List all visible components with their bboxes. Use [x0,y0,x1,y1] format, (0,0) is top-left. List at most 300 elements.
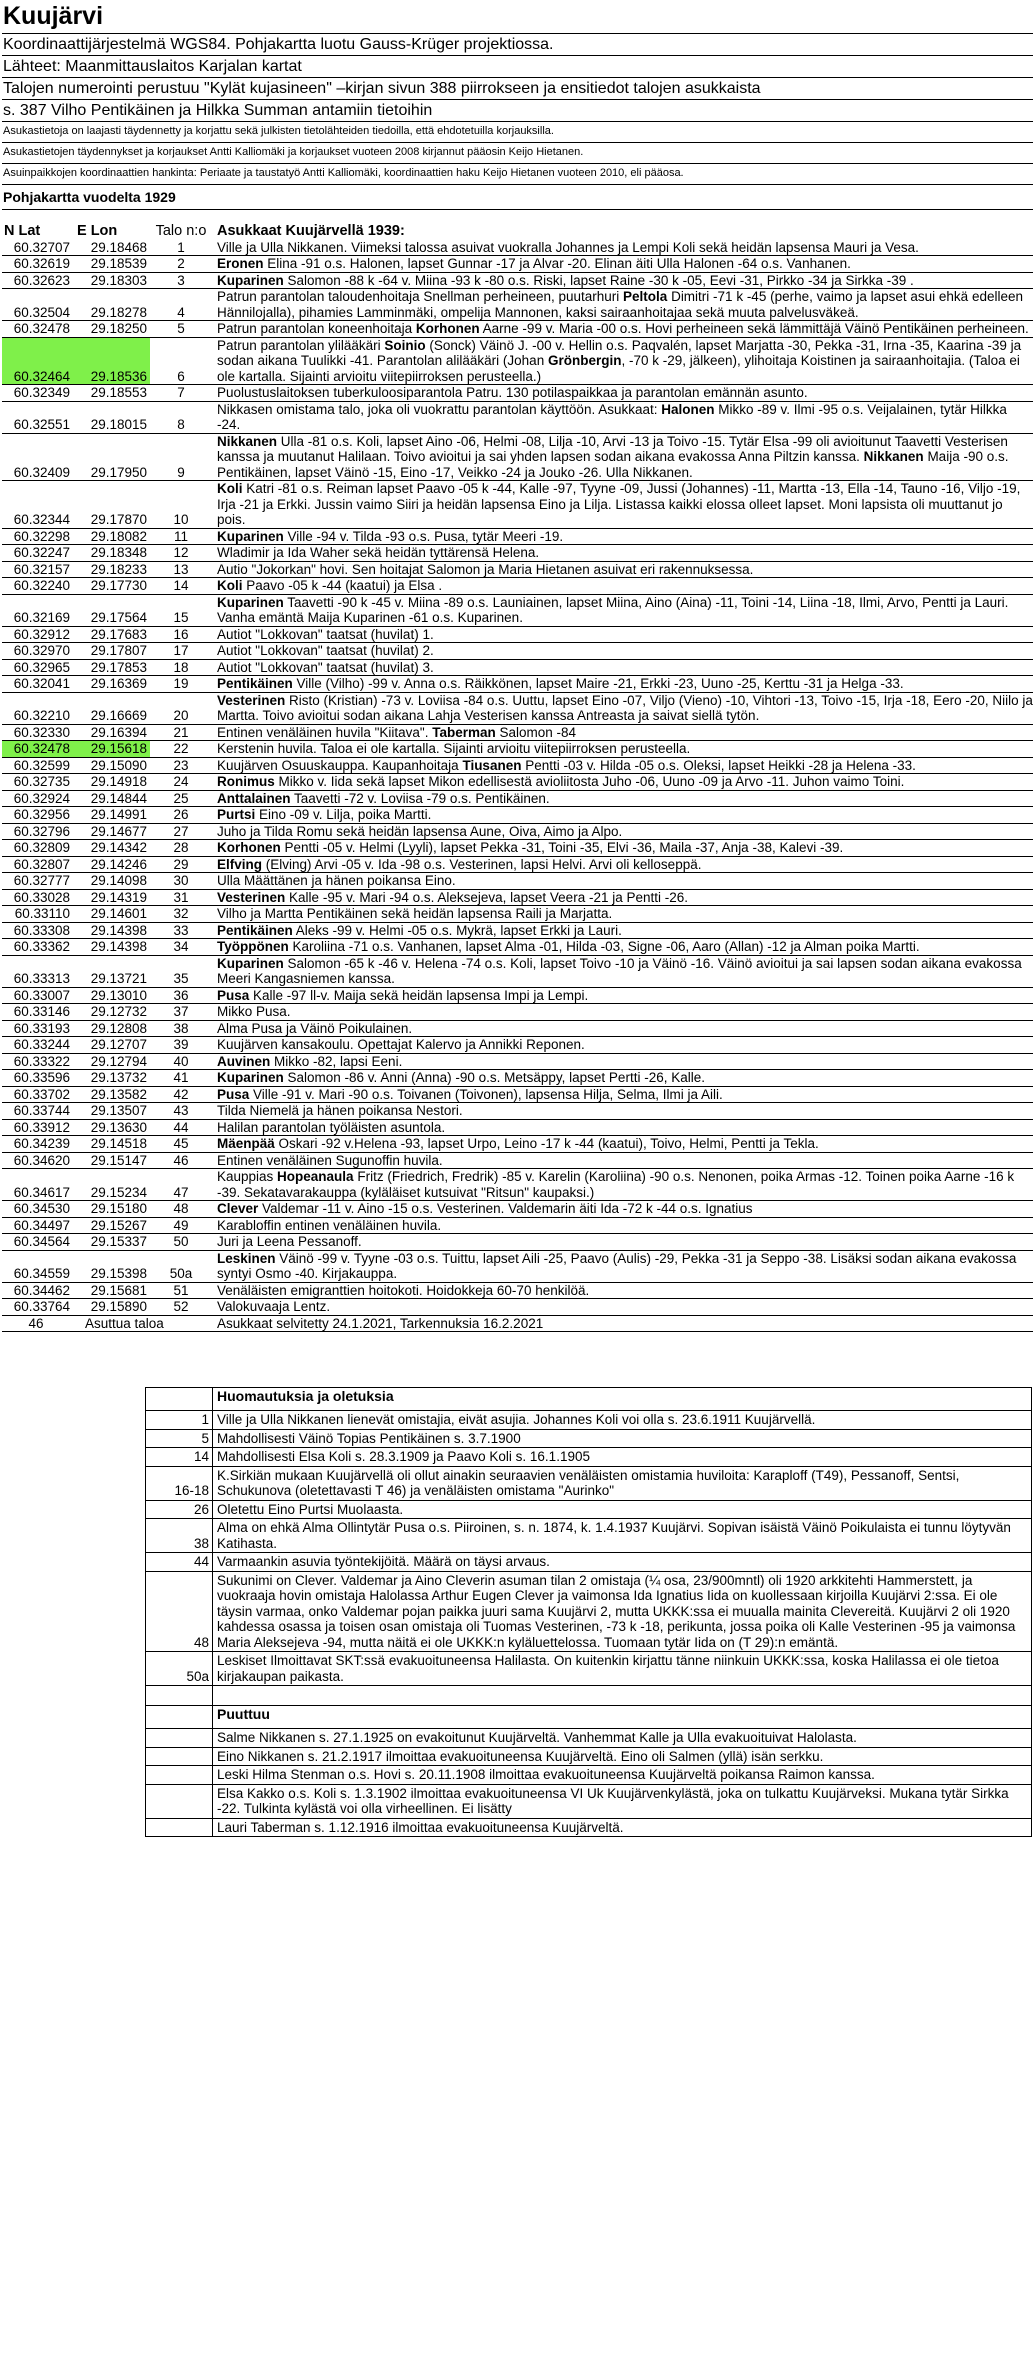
lon-cell: 29.12808 [75,1020,150,1037]
lat-cell: 60.32344 [2,481,75,529]
lon-cell: 29.16394 [75,724,150,741]
talo-cell: 38 [150,1020,212,1037]
note-row [146,1571,1032,1652]
col-lon-header: E Lon [77,223,118,239]
lat-cell: 60.32796 [2,823,75,840]
lat-cell: 60.34462 [2,1282,75,1299]
table-row [2,626,1033,643]
talo-cell: 36 [150,987,212,1004]
table-row [2,1152,1033,1169]
talo-cell: 25 [150,790,212,807]
header-line: Koordinaattijärjestelmä WGS84. Pohjakartta luotu Gauss-Krüger projektiossa. [2,33,1033,55]
lat-cell: 60.32041 [2,676,75,693]
notes-title: Huomautuksia ja oletuksia [213,1388,1032,1411]
talo-cell: 41 [150,1070,212,1087]
lon-cell: 29.17683 [75,626,150,643]
talo-cell: 3 [150,272,212,289]
residents-cell [212,922,1033,939]
desc-text: Autiot "Lokkovan" taatsat (huvilat) 1. [217,626,434,642]
lon-cell: 29.15618 [75,741,150,758]
source-note: Asuinpaikkojen koordinaattien hankinta: Periaate ja taustatyö Antti Kalliomäki, koordinaattien haku Keijo Hietanen vuoteen 2010, eli pääosa. [2,163,1033,184]
talo-cell: 27 [150,823,212,840]
talo-cell: 16 [150,626,212,643]
residents-cell [212,823,1033,840]
table-row [2,873,1033,890]
table-row [2,889,1033,906]
lat-cell: 60.32478 [2,741,75,758]
lon-cell: 29.14098 [75,873,150,890]
residents-cell [212,790,1033,807]
residents-cell [212,692,1033,724]
note-house-number: 16-18 [146,1466,213,1500]
residents-cell [212,401,1033,433]
talo-cell: 35 [150,955,212,987]
table-row [2,594,1033,626]
talo-cell: 7 [150,385,212,402]
table-row [2,401,1033,433]
lon-cell: 29.18536 [75,337,150,385]
talo-cell: 14 [150,578,212,595]
talo-cell: 4 [150,289,212,321]
note-text: K.Sirkiän mukaan Kuujärvellä oli ollut ainakin seuraavien venäläisten omistamia huviloita: Karaploff (T49), Pessanoff, Sentsi, Schukunova (oletettavasti T 46) ja venäläisten omistama "Aurinko" [213,1466,1032,1500]
lon-cell: 29.18082 [75,528,150,545]
table-row [2,1201,1033,1218]
residents-cell [212,272,1033,289]
lat-cell: 60.32970 [2,643,75,660]
lat-cell: 60.33912 [2,1119,75,1136]
desc-text: , -70 k -29, jälkeen), ylihoitaja Koistinen ja sairaanhoitajia. (Taloa ei ole kartalla. Sijainti arvioitu viitepiirroksen perusteella.) [217,353,1020,384]
lat-cell: 60.32298 [2,528,75,545]
table-row [2,757,1033,774]
table-row [2,987,1033,1004]
desc-text: Autio "Jokorkan" hovi. Sen hoitajat Salomon ja Maria Hietanen asuivat eri rakennuksessa. [217,561,754,577]
talo-cell: 22 [150,741,212,758]
talo-cell: 49 [150,1217,212,1234]
talo-cell: 11 [150,528,212,545]
talo-cell: 28 [150,840,212,857]
talo-cell: 1 [150,240,212,256]
lon-cell: 29.16669 [75,692,150,724]
lon-cell: 29.14398 [75,939,150,956]
talo-cell: 50a [150,1250,212,1282]
note-row [146,1652,1032,1686]
desc-text: Salomon -65 k -46 v. Helena -74 o.s. Koli, lapset Toivo -10 ja Väinö -16. Väinö avioitui ja sai lapsen sodan aikana evakossa Meeri Kangasniemen kanssa. [217,955,1022,986]
table-row [2,289,1033,321]
family-name: Taberman [432,724,496,740]
residents-cell [212,337,1033,385]
house-count-label: Asuttua taloa [75,1315,212,1332]
lon-cell: 29.13721 [75,955,150,987]
desc-prefix: Kuujärven Osuuskauppa. Kaupanhoitaja [217,757,463,773]
missing-text: Salme Nikkanen s. 27.1.1925 on evakoitunut Kuujärveltä. Vanhemmat Kalle ja Ulla evakuoituivat Halolasta. [213,1729,1032,1748]
table-row [2,321,1033,338]
desc-prefix: Kauppias [217,1169,278,1184]
desc-text: Aarne -99 v. Maria -00 o.s. Hovi perheineen sekä lämmittäjä Väinö Pentikäinen perheineen. [479,321,1029,336]
lat-cell: 60.32240 [2,578,75,595]
table-row [2,774,1033,791]
residents-cell [212,594,1033,626]
table-row [2,1103,1033,1120]
lat-cell: 60.33028 [2,889,75,906]
residents-cell [212,889,1033,906]
footer-date: Asukkaat selvitetty 24.1.2021, Tarkennuksia 16.2.2021 [212,1315,1033,1332]
blank-cell [146,1706,213,1729]
lat-cell: 60.34239 [2,1136,75,1153]
family-name: Nikkanen [863,449,924,464]
table-row [2,1299,1033,1316]
desc-text: Aleks -99 v. Helmi -05 o.s. Mykrä, lapset Erkki ja Lauri. [292,922,622,938]
notes-header-row [146,1388,1032,1411]
residents-cell [212,1037,1033,1054]
talo-cell: 46 [150,1152,212,1169]
table-row [2,790,1033,807]
talo-cell: 20 [150,692,212,724]
residents-cell [212,1217,1033,1234]
family-name: Peltola [623,289,668,304]
talo-cell: 43 [150,1103,212,1120]
missing-text: Leski Hilma Stenman o.s. Hovi s. 20.11.1908 ilmoittaa evakuoituneensa Kuujärveltä poikansa Raimon kanssa. [213,1766,1032,1785]
lon-cell: 29.12732 [75,1004,150,1021]
residents-cell [212,1020,1033,1037]
residents-cell [212,1299,1033,1316]
desc-text: Entinen venäläinen Sugunoffin huvila. [217,1152,443,1168]
desc-text: Karoliina -71 o.s. Vanhanen, lapset Alma -01, Hilda -03, Signe -06, Aaro (Allan) -12 ja Alman poika Martti. [288,939,920,954]
missing-header-row [146,1706,1032,1729]
missing-row [146,1747,1032,1766]
desc-prefix: Entinen venäläinen huvila "Kiitava". [217,724,433,740]
family-name: Korhonen [415,321,480,336]
family-name: Korhonen [217,840,281,855]
table-row [2,676,1033,693]
note-row [146,1519,1032,1553]
table-row [2,807,1033,824]
lat-cell: 60.33308 [2,922,75,939]
lat-cell: 60.32551 [2,401,75,433]
missing-row [146,1784,1032,1818]
source-notes [2,121,1033,184]
residents-cell [212,1136,1033,1153]
talo-cell: 30 [150,873,212,890]
desc-text: Salomon -88 k -64 v. Miina -93 k -80 o.s. Riski, lapset Raine -30 k -05, Eevi -31, Pirkko -34 ja Sirkka -39 . [283,272,914,288]
family-name: Vesterinen [217,889,286,905]
desc-text: Mikko v. Iida sekä lapset Mikon edellisestä avioliitosta Juho -06, Uuno -09 ja Arvo -11. Juhon vaimo Toini. [274,774,905,789]
table-row [2,545,1033,562]
table-row [2,1070,1033,1087]
lat-cell: 60.33322 [2,1053,75,1070]
residents-cell [212,545,1033,562]
page-title: Kuujärvi [3,2,104,30]
blank-cell [146,1784,213,1818]
desc-text: Alma Pusa ja Väinö Poikulainen. [217,1020,413,1036]
lat-cell: 60.32478 [2,321,75,338]
table-row [2,240,1033,256]
family-name: Elfving [217,856,263,872]
lat-cell: 60.33110 [2,906,75,923]
lat-cell: 60.32504 [2,289,75,321]
talo-cell: 23 [150,757,212,774]
lat-cell: 60.32965 [2,659,75,676]
lat-cell: 60.34530 [2,1201,75,1218]
table-row [2,256,1033,273]
residents-cell [212,955,1033,987]
desc-text: (Elving) Arvi -05 v. Ida -98 o.s. Vesterinen, lapsi Helvi. Arvi oli kelloseppä. [262,856,702,872]
talo-cell: 21 [150,724,212,741]
residents-cell [212,1234,1033,1251]
table-row [2,1282,1033,1299]
lat-cell: 60.33313 [2,955,75,987]
desc-text: Salomon -84 [495,724,577,740]
lon-cell: 29.18468 [75,240,150,256]
lon-cell: 29.12707 [75,1037,150,1054]
desc-text: Autiot "Lokkovan" taatsat (huvilat) 2. [217,643,434,658]
table-row [2,659,1033,676]
desc-text: Kerstenin huvila. Taloa ei ole kartalla. Sijainti arvioitu viitepiirroksen perusteella. [217,741,691,756]
family-name: Auvinen [217,1053,271,1069]
lon-cell: 29.17564 [75,594,150,626]
lon-cell: 29.13732 [75,1070,150,1087]
lon-cell: 29.14844 [75,790,150,807]
table-row [2,481,1033,529]
residents-cell [212,906,1033,923]
desc-text: Kalle -95 v. Mari -94 o.s. Aleksejeva, lapset Veera -21 ja Pentti -26. [285,889,689,905]
residents-cell [212,1282,1033,1299]
lat-cell: 60.32349 [2,385,75,402]
desc-text: (Sonck) Väinö J. -00 v. Hellin o.s. Paqvalén, lapset Marjatta -30, Pekka -31, Irna -35, Kaarina -39 ja sodan aikana Tuulikki -41. Parantolan alilääkäri (Johan [217,337,1022,368]
talo-cell: 15 [150,594,212,626]
desc-text: Ville (Vilho) -99 v. Anna o.s. Räikkönen, lapset Maire -21, Erkki -23, Uuno -25, Kerttu -31 ja Helga -33. [292,676,904,691]
missing-text: Elsa Kakko o.s. Koli s. 1.3.1902 ilmoittaa evakuoituneensa VI Uk Kuujärvenkylästä, joka on tulkattu Kuujärveksi. Mukana tytär Sirkka -22. Tulkinta kylästä voi olla virheellinen. Ei lisätty [213,1784,1032,1818]
note-house-number: 44 [146,1553,213,1572]
talo-cell: 50 [150,1234,212,1251]
residents-cell [212,724,1033,741]
talo-cell: 5 [150,321,212,338]
lat-cell: 60.32623 [2,272,75,289]
table-row [2,1250,1033,1282]
talo-cell: 12 [150,545,212,562]
residents-cell [212,528,1033,545]
desc-text: Maija -90 o.s. Pentikäinen, lapset Väinö -15, Eino -17, Veikko -24 ja Jouko -26. Ulla Nikkanen. [217,449,1009,480]
lat-cell: 60.32330 [2,724,75,741]
lon-cell: 29.17730 [75,578,150,595]
lat-cell: 60.33596 [2,1070,75,1087]
lon-cell: 29.14342 [75,840,150,857]
desc-text: Valdemar -11 v. Aino -15 o.s. Vesterinen. Valdemarin äiti Ida -72 k -44 o.s. Ignatius [258,1201,753,1216]
desc-prefix: Nikkasen omistama talo, joka oli vuokrattu parantolan käyttöön. Asukkaat: [217,401,662,417]
lon-cell: 29.15890 [75,1299,150,1316]
talo-cell: 44 [150,1119,212,1136]
lon-cell: 29.17950 [75,433,150,481]
lon-cell: 29.15090 [75,757,150,774]
table-header-row [2,210,1033,240]
talo-cell: 9 [150,433,212,481]
note-row [146,1448,1032,1467]
lon-cell: 29.14319 [75,889,150,906]
desc-text: Taavetti -72 v. Loviisa -79 o.s. Pentikäinen. [290,790,550,806]
residents-cell [212,757,1033,774]
desc-prefix: Patrun parantolan taloudenhoitaja Snellman perheineen, puutarhuri [217,289,624,304]
blank-cell [146,1747,213,1766]
missing-title: Puuttuu [213,1706,1032,1729]
lat-cell: 60.32912 [2,626,75,643]
table-row [2,1119,1033,1136]
talo-cell: 17 [150,643,212,660]
family-name: Clever [217,1201,259,1216]
talo-cell: 47 [150,1169,212,1201]
lon-cell: 29.15234 [75,1169,150,1201]
lon-cell: 29.15267 [75,1217,150,1234]
desc-text: Pentti -03 v. Hilda -05 o.s. Oleksi, lapset Heikki -28 ja Helena -33. [521,757,916,773]
desc-text: Kuujärven kansakoulu. Opettajat Kalervo ja Annikki Reponen. [217,1037,585,1052]
header-line: Talojen numerointi perustuu "Kylät kujasineen" –kirjan sivun 388 piirrokseen ja ensitiedot talojen asukkaista [2,77,1033,99]
source-note: Asukastietoja on laajasti täydennetty ja korjattu sekä julkisten tietolähteiden tiedoilla, että ehdotetuilla korjauksilla. [2,121,1033,142]
table-row [2,1037,1033,1054]
lon-cell: 29.15398 [75,1250,150,1282]
residents-table [2,210,1033,1332]
family-name: Kuparinen [217,272,284,288]
lat-cell: 60.34620 [2,1152,75,1169]
desc-text: Halilan parantolan työläisten asuntola. [217,1119,446,1135]
note-house-number: 48 [146,1571,213,1652]
table-row [2,643,1033,660]
table-row [2,741,1033,758]
desc-text: Elina -91 o.s. Halonen, lapset Gunnar -17 ja Alvar -20. Elinan äiti Ulla Halonen -64 o.s. Vanhanen. [263,256,851,271]
family-name: Pusa [217,987,250,1003]
family-name: Nikkanen [217,433,278,449]
residents-cell [212,840,1033,857]
family-name: Kuparinen [217,594,284,610]
family-name: Kuparinen [217,955,284,971]
talo-cell: 29 [150,856,212,873]
blank-cell [146,1686,213,1706]
talo-cell: 45 [150,1136,212,1153]
blank-cell [213,1686,1032,1706]
note-row [146,1466,1032,1500]
residents-cell [212,939,1033,956]
desc-text: Juri ja Leena Pessanoff. [217,1234,362,1249]
lon-cell: 29.13010 [75,987,150,1004]
lon-cell: 29.18553 [75,385,150,402]
table-row [2,856,1033,873]
residents-cell [212,1103,1033,1120]
desc-text: Mikko Pusa. [217,1004,291,1019]
source-note: Asukastietojen täydennykset ja korjaukset Antti Kalliomäki ja korjaukset vuoteen 2008 kirjannut pääosin Keijo Hietanen. [2,142,1033,163]
lat-cell: 60.32599 [2,757,75,774]
residents-cell [212,856,1033,873]
desc-text: Puolustuslaitoksen tuberkuloosiparantola Patru. 130 potilaspaikkaa ja parantolan emännän asunto. [217,385,808,400]
lon-cell: 29.14246 [75,856,150,873]
note-text: Oletettu Eino Purtsi Muolaasta. [213,1500,1032,1519]
residents-cell [212,321,1033,338]
header-lines [2,33,1033,121]
missing-text: Eino Nikkanen s. 21.2.1917 ilmoittaa evakuoituneensa Kuujärveltä. Eino oli Salmen (yllä) isän serkku. [213,1747,1032,1766]
residents-cell [212,873,1033,890]
desc-text: Vilho ja Martta Pentikäinen sekä heidän lapsensa Raili ja Marjatta. [217,906,613,921]
desc-text: Kalle -97 ll-v. Maija sekä heidän lapsensa Impi ja Lempi. [249,987,589,1003]
lon-cell: 29.14991 [75,807,150,824]
note-house-number: 38 [146,1519,213,1553]
talo-cell: 48 [150,1201,212,1218]
lat-cell: 60.33362 [2,939,75,956]
family-name: Koli [217,481,243,496]
family-name: Purtsi [217,807,256,822]
table-row [2,1217,1033,1234]
talo-cell: 34 [150,939,212,956]
talo-cell: 32 [150,906,212,923]
col-lat-header: N Lat [4,223,41,239]
blank-cell [146,1818,213,1837]
table-row [2,1004,1033,1021]
header-line: s. 387 Vilho Pentikäinen ja Hilkka Summan antamiin tietoihin [2,99,1033,121]
family-name: Halonen [661,401,715,417]
note-text: Varmaankin asuvia työntekijöitä. Määrä on täysi arvaus. [213,1553,1032,1572]
residents-cell [212,1070,1033,1087]
desc-text: Pentti -05 v. Helmi (Lyyli), lapset Pekka -31, Toini -35, Elvi -36, Maila -37, Anja -38, Kalevi -39. [280,840,844,855]
talo-cell: 19 [150,676,212,693]
residents-cell [212,1086,1033,1103]
table-row [2,1053,1033,1070]
lat-cell: 60.32707 [2,240,75,256]
lat-cell: 60.32807 [2,856,75,873]
note-row [146,1553,1032,1572]
header-line: Lähteet: Maanmittauslaitos Karjalan kartat [2,55,1033,77]
talo-cell: 37 [150,1004,212,1021]
lon-cell: 29.15147 [75,1152,150,1169]
note-text: Mahdollisesti Väinö Topias Pentikäinen s. 3.7.1900 [213,1429,1032,1448]
lon-cell: 29.15337 [75,1234,150,1251]
family-name: Grönbergin [547,353,622,368]
table-row [2,939,1033,956]
note-house-number: 5 [146,1429,213,1448]
residents-cell [212,1250,1033,1282]
desc-text: Taavetti -90 k -45 v. Miina -89 o.s. Launiainen, lapset Miina, Aino (Aina) -11, Toini -14, Liina -18, Ilmi, Arvo, Pentti ja Lauri. Vanha emäntä Maija Kuparinen -61 o.s. Kuparinen. [217,594,1009,625]
table-row [2,337,1033,385]
residents-cell [212,807,1033,824]
talo-cell: 2 [150,256,212,273]
lon-cell: 29.18348 [75,545,150,562]
lat-cell: 60.32809 [2,840,75,857]
residents-cell [212,256,1033,273]
talo-cell: 6 [150,337,212,385]
residents-cell [212,1152,1033,1169]
note-row [146,1429,1032,1448]
talo-cell: 52 [150,1299,212,1316]
talo-cell: 8 [150,401,212,433]
lat-cell: 60.34564 [2,1234,75,1251]
note-house-number: 1 [146,1411,213,1430]
lon-cell: 29.13630 [75,1119,150,1136]
table-row [2,823,1033,840]
desc-text: Paavo -05 k -44 (kaatui) ja Elsa . [242,578,443,593]
lon-cell: 29.18303 [75,272,150,289]
residents-cell [212,643,1033,660]
lat-cell: 60.34559 [2,1250,75,1282]
note-house-number: 26 [146,1500,213,1519]
desc-text: Oskari -92 v.Helena -93, lapset Urpo, Leino -17 k -44 (kaatui), Toivo, Helmi, Pentti ja Tekla. [274,1136,819,1151]
desc-text: Wladimir ja Ida Waher sekä heidän tyttärensä Helena. [217,545,540,560]
lon-cell: 29.18233 [75,561,150,578]
lat-cell: 60.33744 [2,1103,75,1120]
lat-cell: 60.32210 [2,692,75,724]
desc-prefix: Patrun parantolan ylilääkäri [217,337,385,353]
lon-cell: 29.15681 [75,1282,150,1299]
note-text: Sukunimi on Clever. Valdemar ja Aino Cleverin asuman tilan 2 omistaja (¼ osa, 23/900mntl) oli 1920 arkkitehti Hammerstett, ja vuokraaja hovin omistaja Halolassa Arthur Eugen Clever ja vaimonsa Ida Ignatius Iida on kuollessaan kirjoilla Kuujärvi 2:ssa. Ei ole täysin varmaa, onko Valdemar pojan paikka juuri sama Kuujärvi 2, mutta UKKK:ssa ei muualla mainita Clevereitä. Kuujärvi 2 oli 1920 kahdessa osassa ja toisen osan omistaja oli Tuomas Vesterinen, -73 k -18, perikunta, jossa poika oli Kalle Vesterinen -95 ja vaimonsa Maria Aleksejeva -94, mutta näitä ei ole UKKK:n kyläluettelossa. Tuomaan tytär Iida on (T 29):n emäntä. [213,1571,1032,1652]
desc-text: Väinö -99 v. Tyyne -03 o.s. Tuittu, lapset Aili -25, Paavo (Aulis) -29, Pekka -31 ja Seppo -38. Lisäksi sodan aikana evakossa syntyi Osmo -40. Kirjakauppa. [217,1250,1017,1281]
desc-text: Salomon -86 v. Anni (Anna) -90 o.s. Metsäppy, lapset Pertti -26, Kalle. [283,1070,705,1085]
residents-cell [212,385,1033,402]
desc-text: Fritz (Friedrich, Fredrik) -85 v. Karelin (Karoliina) -90 o.s. Nenonen, poika Armas -12. Toinen poika Aarne -16 k -39. Sekatavarakauppa (kyläläiset kutsuivat "Ritsun" kaupaksi.) [217,1169,1015,1200]
residents-cell [212,1201,1033,1218]
lon-cell: 29.15180 [75,1201,150,1218]
